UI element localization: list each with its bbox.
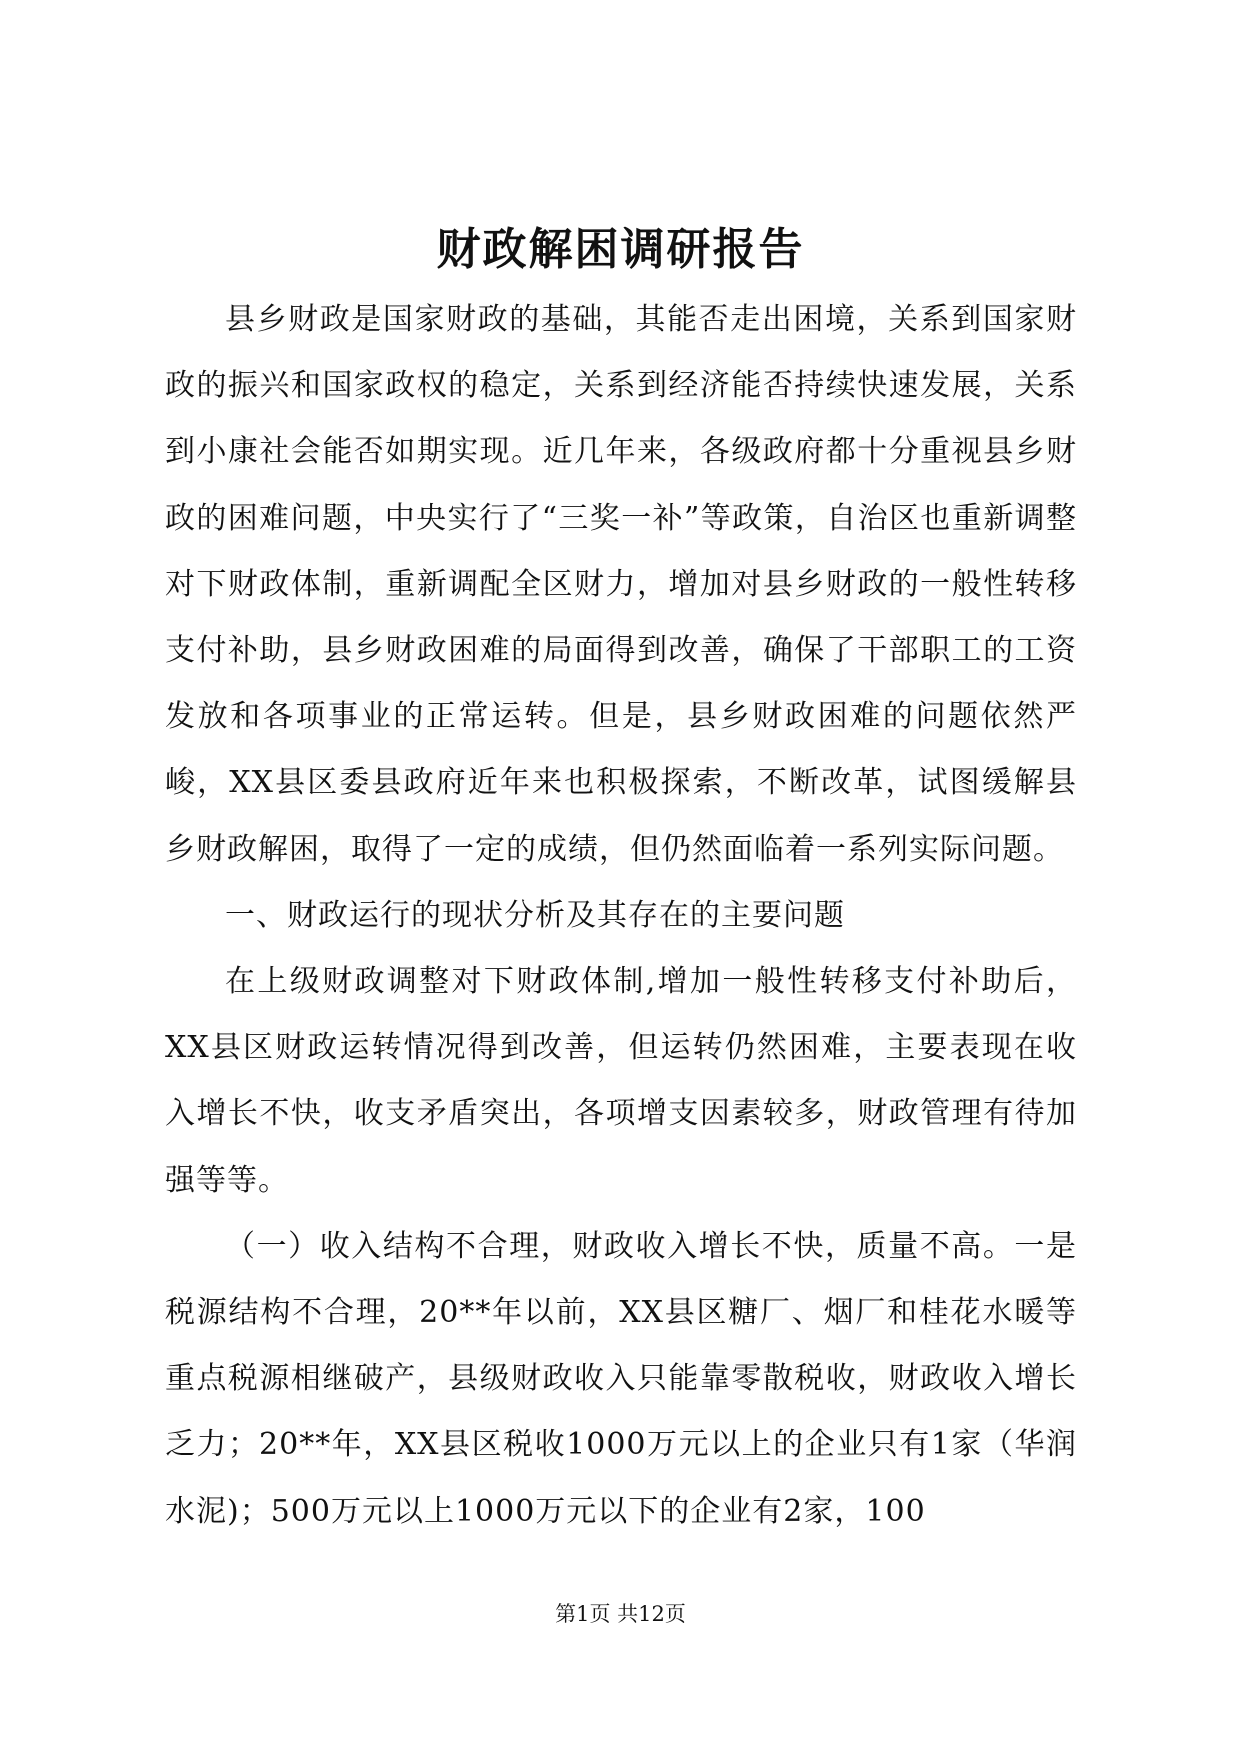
paragraph-income-structure: （一）收入结构不合理，财政收入增长不快，质量不高。一是税源结构不合理，20**年以前，XX县区糖厂、烟厂和桂花水暖等重点税源相继破产，县级财政收入只能靠零散税收，财政收入增长乏力；20**年，XX县区税收1000万元以上的企业只有1家（华润水泥)；500万元以上1000万元以下的企业有2家，100 <box>165 1228 1077 1529</box>
section-heading: 一、财政运行的现状分析及其存在的主要问题 <box>225 897 845 933</box>
document-body <box>165 287 1077 1545</box>
paragraph-intro: 县乡财政是国家财政的基础，其能否走出困境，关系到国家财政的振兴和国家政权的稳定，关系到经济能否持续快速发展，关系到小康社会能否如期实现。近几年来，各级政府都十分重视县乡财政的困难问题，中央实行了“三奖一补”等政策，自治区也重新调整对下财政体制，重新调配全区财力，增加对县乡财政的一般性转移支付补助，县乡财政困难的局面得到改善，确保了干部职工的工资发放和各项事业的正常运转。但是，县乡财政困难的问题依然严峻，XX县区委县政府近年来也积极探索，不断改革，试图缓解县乡财政解困，取得了一定的成绩，但仍然面临着一系列实际问题。 <box>165 302 1077 867</box>
document-title: 财政解困调研报告 <box>436 224 805 275</box>
page-number-footer: 第1页 共12页 <box>555 1602 686 1626</box>
paragraph-overview: 在上级财政调整对下财政体制,增加一般性转移支付补助后，XX县区财政运转情况得到改善，但运转仍然困难，主要表现在收入增长不快，收支矛盾突出，各项增支因素较多，财政管理有待加强等等。 <box>165 964 1077 1198</box>
